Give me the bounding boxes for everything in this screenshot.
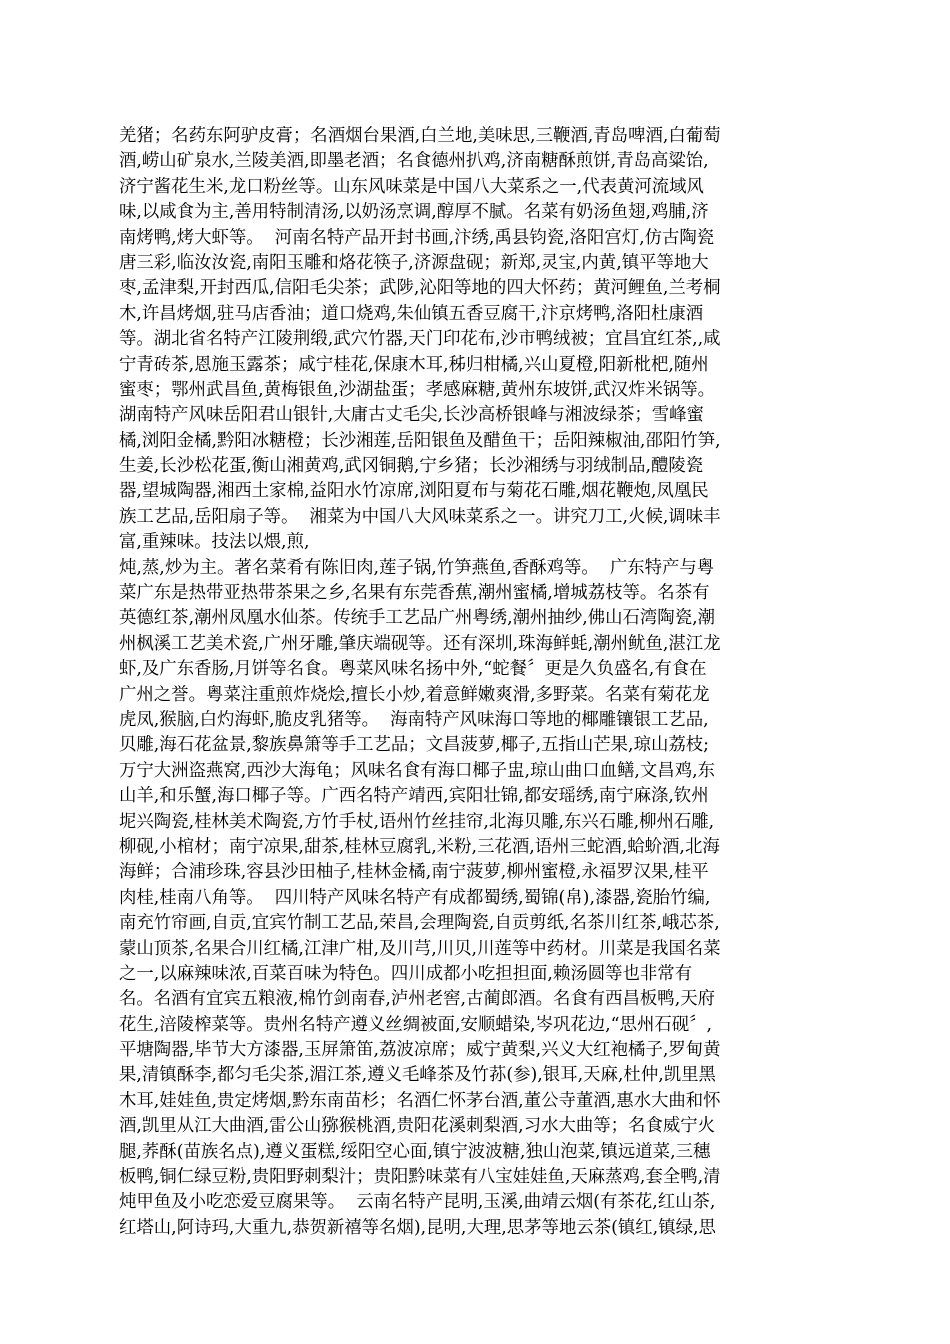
- document-page: [119, 124, 831, 1241]
- text-line: 板鸭,铜仁绿豆粉,贵阳野刺梨汁；贵阳黔味菜有八宝娃娃鱼,天麻蒸鸡,套全鸭,清: [119, 1167, 721, 1188]
- text-line: 州枫溪工艺美术瓷,广州牙雕,肇庆端砚等。还有深圳,珠海鲜蚝,潮州鱿鱼,湛江龙: [119, 633, 721, 654]
- text-line: 炖,蒸,炒为主。著名菜肴有陈旧肉,莲子锅,竹笋燕鱼,香酥鸡等。 广东特产与粤: [119, 557, 715, 578]
- text-line: 广州之誉。粤菜注重煎炸烧烩,擅长小炒,着意鲜嫩爽滑,多野菜。名菜有菊花龙: [119, 684, 710, 705]
- text-line: 坭兴陶瓷,桂林美术陶瓷,方竹手杖,语州竹丝挂帘,北海贝雕,东兴石雕,柳州石雕,: [119, 811, 715, 832]
- text-line: 南充竹帘画,自贡,宜宾竹制工艺品,荣昌,会理陶瓷,自贡剪纸,名茶川红茶,峨芯茶,: [119, 913, 720, 934]
- text-line: 英德红茶,潮州凤凰水仙茶。传统手工艺品广州粤绣,潮州抽纱,佛山石湾陶瓷,潮: [119, 608, 716, 629]
- text-line: 酒,崂山矿泉水,兰陵美酒,即墨老酒；名食德州扒鸡,济南糖酥煎饼,青岛高粱饴,: [119, 151, 709, 172]
- text-line: 味,以咸食为主,善用特制清汤,以奶汤烹调,醇厚不腻。名菜有奶汤鱼翅,鸡脯,济: [119, 202, 709, 223]
- text-line: 虾,及广东香肠,月饼等名食。粤菜风味名扬中外,“蛇餐〞更是久负盛名,有食在: [119, 659, 707, 680]
- text-line: 族工艺品,岳阳扇子等。 湘菜为中国八大风味菜系之一。讲究刀工,火候,调味丰: [119, 506, 721, 527]
- text-line: 等。湖北省名特产江陵荆缎,武穴竹器,天门印花布,沙市鸭绒被；宜昌宜红茶,,咸: [119, 329, 721, 350]
- text-line: 济宁酱花生米,龙口粉丝等。山东风味菜是中国八大菜系之一,代表黄河流域风: [119, 176, 704, 197]
- text-line: 生姜,长沙松花蛋,衡山湘黄鸡,武冈铜鹅,宁乡猪；长沙湘绣与羽绒制品,醴陵瓷: [119, 456, 704, 477]
- text-line: 木耳,娃娃鱼,贵定烤烟,黔东南苗杉；名酒仁怀茅台酒,董公寺董酒,惠水大曲和怀: [119, 1090, 721, 1111]
- text-line: 虎凤,猴脑,白灼海虾,脆皮乳猪等。 海南特产风味海口等地的椰雕镶银工艺品,: [119, 709, 709, 730]
- text-line: 菜广东是热带亚热带茶果之乡,名果有东莞香蕉,潮州蜜橘,增城荔枝等。名茶有: [119, 583, 710, 604]
- text-line: 花生,涪陵榨菜等。贵州名特产遵义丝绸被面,安顺蜡染,岑巩花边,“思州石砚〞,: [119, 1014, 713, 1035]
- text-line: 名。名酒有宜宾五粮液,棉竹剑南春,泸州老窖,古蔺郎酒。名食有西昌板鸭,天府: [119, 989, 716, 1010]
- text-line: 肉桂,桂南八角等。 四川特产风味名特产有成都蜀绣,蜀锦(帛),漆器,瓷胎竹编,: [119, 887, 711, 908]
- text-line: 木,许昌烤烟,驻马店香油；道口烧鸡,朱仙镇五香豆腐干,汴京烤鸭,洛阳杜康酒: [119, 303, 704, 324]
- text-line: 之一,以麻辣味浓,百菜百味为特色。四川成都小吃担担面,赖汤圆等也非常有: [119, 963, 693, 984]
- text-line: 平塘陶器,毕节大方漆器,玉屏箫笛,荔波凉席；威宁黄梨,兴义大红袍橘子,罗甸黄: [119, 1040, 721, 1061]
- text-line: 羌猪；名药东阿驴皮膏；名酒烟台果酒,白兰地,美味思,三鞭酒,青岛啤酒,白葡萄: [119, 126, 721, 146]
- text-line: 酒,凯里从江大曲酒,雷公山猕猴桃酒,贵阳花溪刺梨酒,习水大曲等；名食威宁火: [119, 1116, 716, 1137]
- text-line: 蒙山顶茶,名果合川红橘,江津广柑,及川芎,川贝,川莲等中药材。川菜是我国名菜: [119, 938, 721, 959]
- text-line: 果,清镇酥李,都匀毛尖茶,湄江茶,遵义毛峰茶及竹荪(参),银耳,天麻,杜仲,凯里黑: [119, 1065, 716, 1086]
- text-line: 贝雕,海石花盆景,黎族鼻箫等手工艺品；文昌菠萝,椰子,五指山芒果,琼山荔枝;: [119, 735, 710, 756]
- text-line: 腿,荞酥(苗族名点),遵义蛋糕,绥阳空心面,镇宁波波糖,独山泡菜,镇远道菜,三穗: [119, 1141, 711, 1162]
- text-line: 器,望城陶器,湘西土家棉,益阳水竹凉席,浏阳夏布与菊花石雕,烟花鞭炮,凤凰民: [119, 481, 709, 502]
- text-line: 万宁大洲盗燕窝,西沙大海龟；风味名食有海口椰子盅,琼山曲口血鳝,文昌鸡,东: [119, 760, 716, 781]
- text-line: 蜜枣；鄂州武昌鱼,黄梅银鱼,沙湖盐蛋；孝感麻糖,黄州东坡饼,武汉炸米锅等。: [119, 379, 716, 400]
- text-line: 宁青砖茶,恩施玉露茶；咸宁桂花,保康木耳,秭归柑橘,兴山夏橙,阳新枇杷,随州: [119, 354, 709, 375]
- text-line: 海鲜；合浦珍珠,容县沙田柚子,桂林金橘,南宁菠萝,柳州蜜橙,永福罗汉果,桂平: [119, 862, 709, 883]
- text-line: 山羊,和乐蟹,海口椰子等。广西名特产靖西,宾阳壮锦,都安瑶绣,南宁麻涤,钦州: [119, 786, 709, 807]
- text-line: 富,重辣味。技法以煨,煎,: [119, 532, 310, 553]
- text-line: 湖南特产风味岳阳君山银针,大庸古丈毛尖,长沙高桥银峰与湘波绿茶；雪峰蜜: [119, 405, 704, 426]
- text-line: 枣,孟津梨,开封西瓜,信阳毛尖茶；武陟,沁阳等地的四大怀药；黄河鲤鱼,兰考桐: [119, 278, 721, 299]
- text-line: 红塔山,阿诗玛,大重九,恭贺新禧等名烟),昆明,大理,思茅等地云茶(镇红,镇绿,思: [119, 1217, 716, 1238]
- text-line: 橘,浏阳金橘,黔阳冰糖橙；长沙湘莲,岳阳银鱼及醋鱼干；岳阳辣椒油,邵阳竹笋,: [119, 430, 721, 451]
- text-line: 柳砚,小棺材；南宁凉果,甜茶,桂林豆腐乳,米粉,三花酒,语州三蛇酒,蛤蚧酒,北海: [119, 836, 720, 857]
- text-line: 唐三彩,临汝汝瓷,南阳玉雕和烙花筷子,济源盘砚；新郑,灵宝,内黄,镇平等地大: [119, 252, 709, 273]
- text-line: 南烤鸭,烤大虾等。 河南名特产品开封书画,汴绣,禹县钧瓷,洛阳宫灯,仿古陶瓷: [119, 227, 715, 248]
- text-line: 炖甲鱼及小吃恋爱豆腐果等。 云南名特产昆明,玉溪,曲靖云烟(有茶花,红山茶,: [119, 1192, 716, 1213]
